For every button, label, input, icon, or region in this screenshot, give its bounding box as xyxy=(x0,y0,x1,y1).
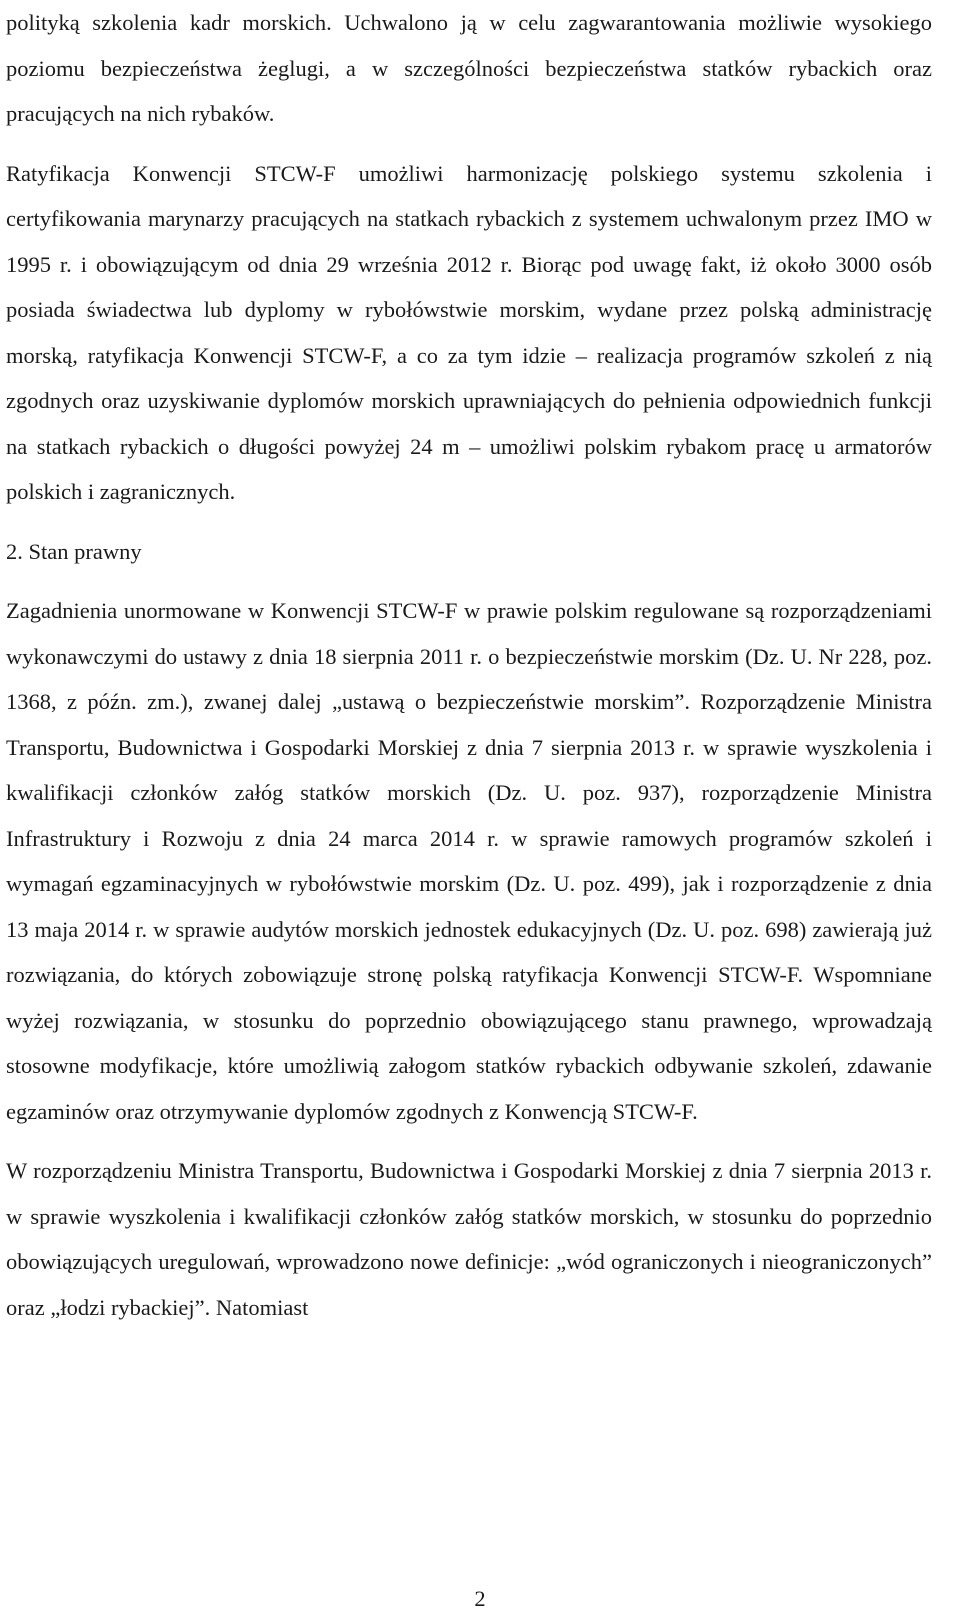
section-heading-legal-status: 2. Stan prawny xyxy=(6,538,142,564)
paragraph-regulation: W rozporządzeniu Ministra Transportu, Budownictwa i Gospodarki Morskiej z dnia 7 sierpnia 2013 r. w sprawie wyszkolenia i kwalifikacji członków załóg statków morskich, w stosunku do poprzednio obowiązujących uregulowań, wprowadzono nowe definicje: „wód ograniczonych i nieograniczonych” oraz „łodzi rybackiej”. Natomiast xyxy=(6,1158,932,1320)
document-page xyxy=(6,0,932,1330)
page-number: 2 xyxy=(474,1586,486,1611)
paragraph-intro-continuation: polityką szkolenia kadr morskich. Uchwalono ją w celu zagwarantowania możliwie wysokiego poziomu bezpieczeństwa żeglugi, a w szczególności bezpieczeństwa statków rybackich oraz pracujących na nich rybaków. xyxy=(6,10,932,126)
paragraph-ratification: Ratyfikacja Konwencji STCW-F umożliwi harmonizację polskiego systemu szkolenia i certyfikowania marynarzy pracujących na statkach rybackich z systemem uchwalonym przez IMO w 1995 r. i obowiązującym od dnia 29 września 2012 r. Biorąc pod uwagę fakt, iż około 3000 osób posiada świadectwa lub dyplomy w rybołówstwie morskim, wydane przez polską administrację morską, ratyfikacja Konwencji STCW-F, a co za tym idzie – realizacja programów szkoleń z nią zgodnych oraz uzyskiwanie dyplomów morskich uprawniających do pełnienia odpowiednich funkcji na statkach rybackich o długości powyżej 24 m – umożliwi polskim rybakom pracę u armatorów polskich i zagranicznych. xyxy=(6,160,932,504)
paragraph-legal-status: Zagadnienia unormowane w Konwencji STCW-F w prawie polskim regulowane są rozporządzeniami wykonawczymi do ustawy z dnia 18 sierpnia 2011 r. o bezpieczeństwie morskim (Dz. U. Nr 228, poz. 1368, z późn. zm.), zwanej dalej „ustawą o bezpieczeństwie morskim”. Rozporządzenie Ministra Transportu, Budownictwa i Gospodarki Morskiej z dnia 7 sierpnia 2013 r. w sprawie wyszkolenia i kwalifikacji członków załóg statków morskich (Dz. U. poz. 937), rozporządzenie Ministra Infrastruktury i Rozwoju z dnia 24 marca 2014 r. w sprawie ramowych programów szkoleń i wymagań egzaminacyjnych w rybołówstwie morskim (Dz. U. poz. 499), jak i rozporządzenie z dnia 13 maja 2014 r. w sprawie audytów morskich jednostek edukacyjnych (Dz. U. poz. 698) zawierają już rozwiązania, do których zobowiązuje stronę polską ratyfikacja Konwencji STCW-F. Wspomniane wyżej rozwiązania, w stosunku do poprzednio obowiązującego stanu prawnego, wprowadzają stosowne modyfikacje, które umożliwią załogom statków rybackich odbywanie szkoleń, zdawanie egzaminów oraz otrzymywanie dyplomów zgodnych z Konwencją STCW-F. xyxy=(6,598,932,1124)
